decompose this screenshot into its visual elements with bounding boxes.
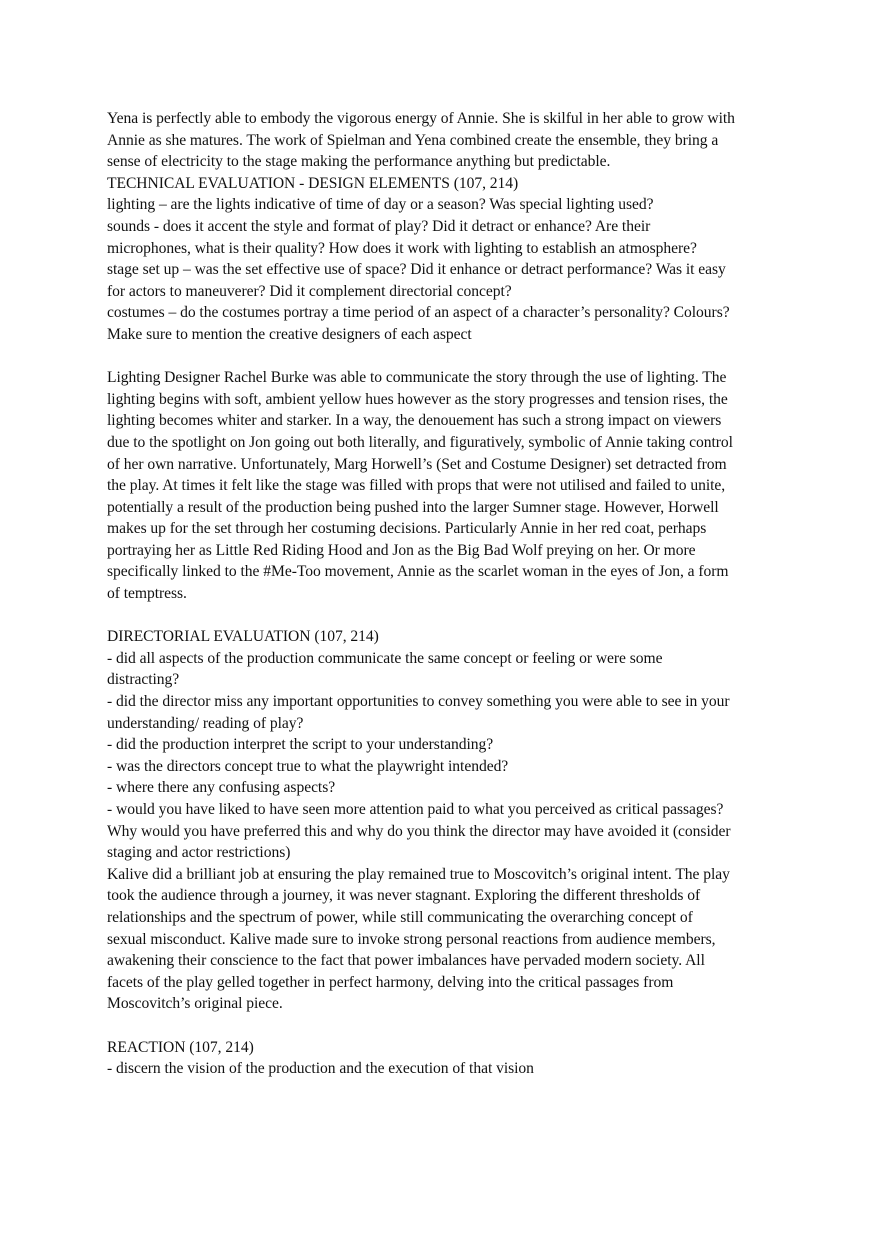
text-line: of temptress. [107, 585, 187, 603]
text-line: Lighting Designer Rachel Burke was able to communicate the story through the use of lighting. The [107, 369, 727, 387]
text-line: distracting? [107, 671, 180, 689]
text-line: sounds - does it accent the style and format of play? Did it detract or enhance? Are their [107, 217, 651, 235]
text-line: - was the directors concept true to what the playwright intended? [107, 757, 509, 775]
text-line: relationships and the spectrum of power, while still communicating the overarching concept of [107, 908, 693, 926]
blank-line [107, 1015, 771, 1037]
text-line: of her own narrative. Unfortunately, Marg Horwell’s (Set and Costume Designer) set detracted from [107, 455, 727, 473]
text-line: makes up for the set through her costuming decisions. Particularly Annie in her red coat, perhaps [107, 520, 707, 538]
text-line: - did the director miss any important opportunities to convey something you were able to see in your [107, 693, 730, 711]
text-line: - did all aspects of the production communicate the same concept or feeling or were some [107, 649, 663, 667]
text-line: facets of the play gelled together in perfect harmony, delving into the critical passages from [107, 973, 674, 991]
text-line: - where there any confusing aspects? [107, 779, 336, 797]
text-line: potentially a result of the production being pushed into the larger Sumner stage. However, Horwell [107, 498, 719, 516]
text-line: portraying her as Little Red Riding Hood and Jon as the Big Bad Wolf preying on her. Or more [107, 541, 696, 559]
text-line: Moscovitch’s original piece. [107, 995, 283, 1013]
text-line: for actors to maneuverer? Did it complement directorial concept? [107, 282, 512, 300]
text-line: Annie as she matures. The work of Spielman and Yena combined create the ensemble, they bring a [107, 131, 719, 149]
text-line: - discern the vision of the production and the execution of that vision [107, 1060, 534, 1078]
text-line: understanding/ reading of play? [107, 714, 304, 732]
text-line: stage set up – was the set effective use of space? Did it enhance or detract performance? Was it easy [107, 261, 726, 279]
section-heading-technical: TECHNICAL EVALUATION - DESIGN ELEMENTS (107, 214) [107, 174, 519, 192]
text-line: Kalive did a brilliant job at ensuring the play remained true to Moscovitch’s original intent. The play [107, 865, 730, 883]
text-line: Yena is perfectly able to embody the vigorous energy of Annie. She is skilful in her able to grow with [107, 110, 735, 127]
text-line: specifically linked to the #Me-Too movement, Annie as the scarlet woman in the eyes of Jon, a form [107, 563, 729, 581]
section-heading-reaction: REACTION (107, 214) [107, 1038, 254, 1056]
document-page [107, 108, 771, 1080]
text-line: Why would you have preferred this and why do you think the director may have avoided it (consider [107, 822, 731, 840]
text-line: awakening their conscience to the fact that power imbalances have pervaded modern society. All [107, 952, 705, 970]
text-line: due to the spotlight on Jon going out both literally, and figuratively, symbolic of Annie taking control [107, 433, 733, 451]
text-line: microphones, what is their quality? How does it work with lighting to establish an atmosphere? [107, 239, 697, 257]
blank-line [107, 605, 771, 627]
text-line: costumes – do the costumes portray a time period of an aspect of a character’s personality? Colours? [107, 304, 730, 322]
text-line: the play. At times it felt like the stage was filled with props that were not utilised and failed to unite, [107, 477, 726, 495]
text-line: took the audience through a journey, it was never stagnant. Exploring the different thresholds of [107, 887, 701, 905]
text-line: - would you have liked to have seen more attention paid to what you perceived as critical passages? [107, 801, 724, 818]
text-line: staging and actor restrictions) [107, 844, 291, 862]
text-line: Make sure to mention the creative designers of each aspect [107, 325, 472, 343]
text-line: sense of electricity to the stage making the performance anything but predictable. [107, 153, 611, 171]
text-line: lighting becomes whiter and starker. In a way, the denouement has such a strong impact on viewers [107, 412, 722, 430]
blank-line [107, 346, 771, 368]
text-line: sexual misconduct. Kalive made sure to invoke strong personal reactions from audience members, [107, 930, 716, 948]
text-line: lighting begins with soft, ambient yellow hues however as the story progresses and tension rises, the [107, 390, 728, 408]
text-line: lighting – are the lights indicative of time of day or a season? Was special lighting used? [107, 196, 654, 214]
text-line: - did the production interpret the script to your understanding? [107, 736, 494, 754]
section-heading-directorial: DIRECTORIAL EVALUATION (107, 214) [107, 628, 379, 646]
